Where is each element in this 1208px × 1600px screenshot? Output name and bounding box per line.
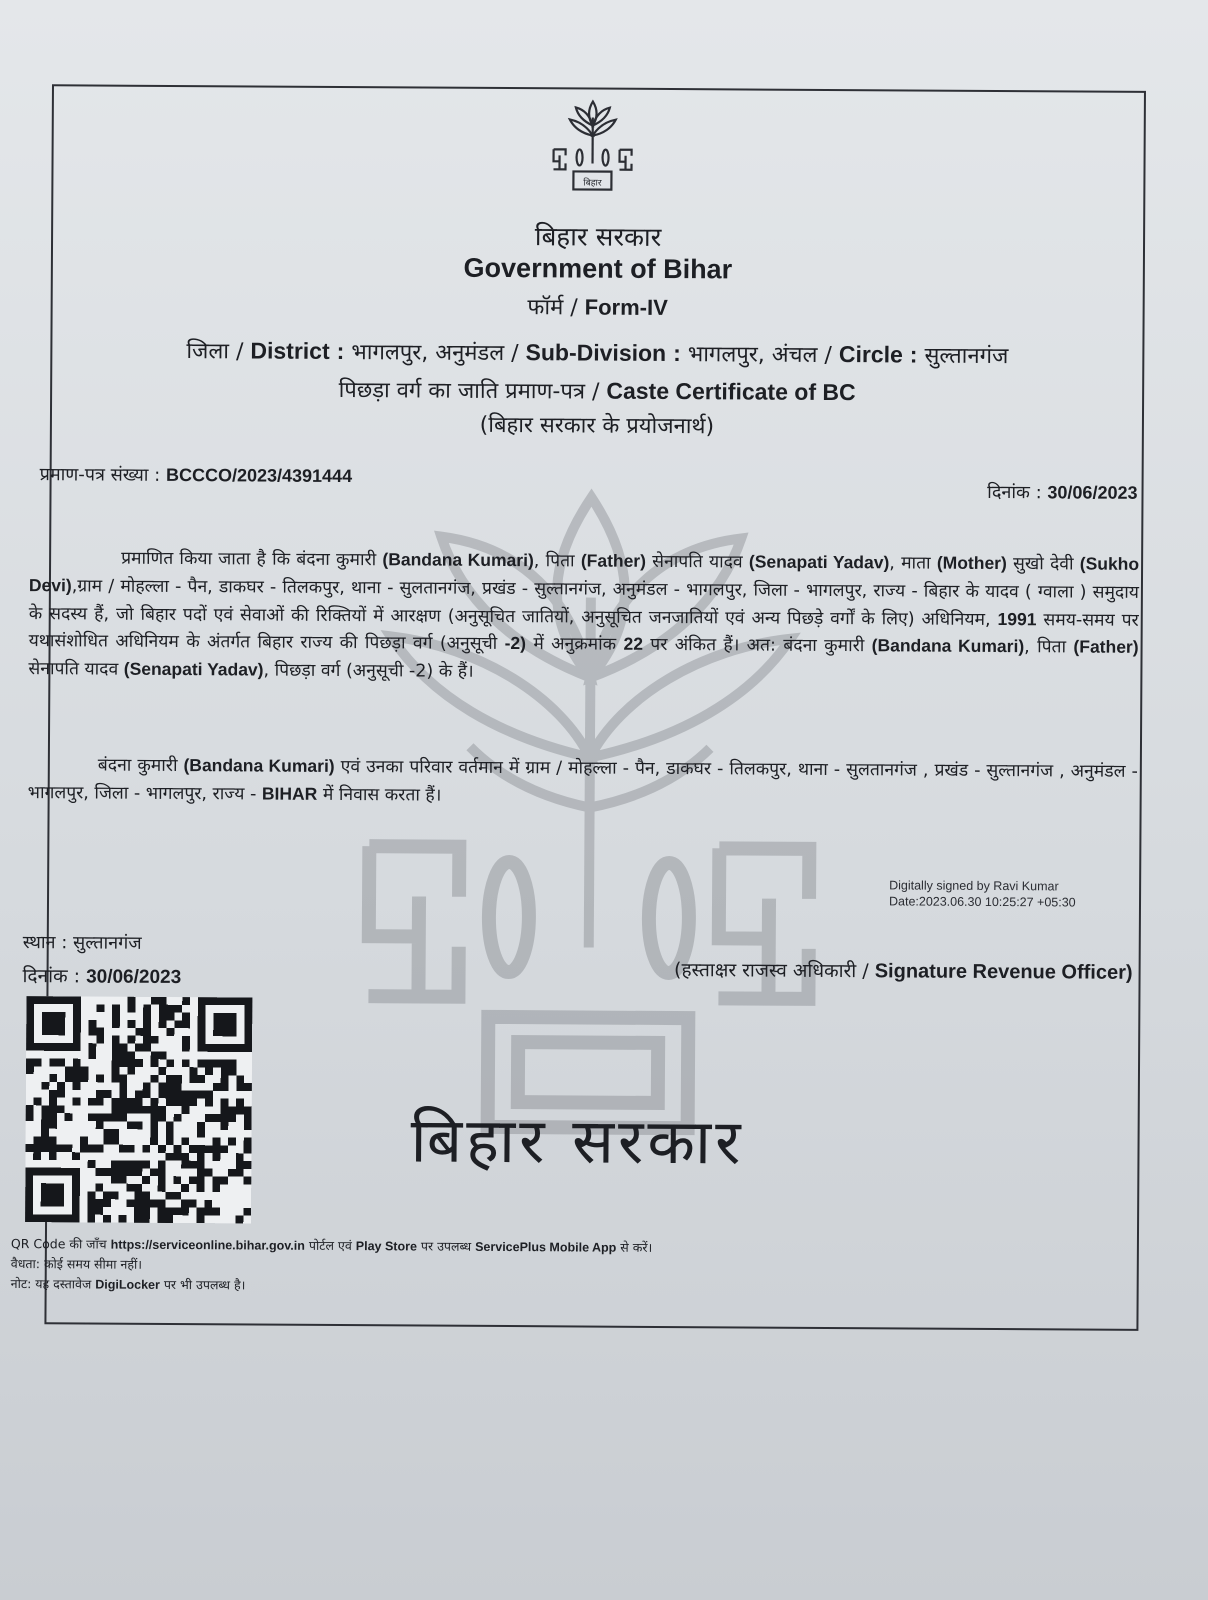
subdivision-label-en: Sub-Division xyxy=(525,339,667,366)
form-number: फॉर्म / Form-IV xyxy=(527,294,668,321)
certificate-sheet xyxy=(6,84,1154,1336)
subdivision-label-hi: अनुमंडल xyxy=(435,340,505,366)
signature-officer-en: Signature Revenue Officer) xyxy=(874,960,1133,984)
certificate-purpose: (बिहार सरकार के प्रयोजनार्थ) xyxy=(479,412,715,440)
form-label-en: Form-IV xyxy=(584,294,668,320)
digital-signature-date: Date:2023.06.30 10:25:27 +05:30 xyxy=(888,894,1076,910)
emblem-label: बिहार xyxy=(583,178,602,189)
footer-notes xyxy=(11,1234,653,1298)
footer-validity: वैधता: कोई समय सीमा नहीं। xyxy=(10,1256,143,1272)
certificate-type: पिछड़ा वर्ग का जाति प्रमाण-पत्र / Caste Certificate of BC xyxy=(338,377,856,406)
signature-date-value: 30/06/2023 xyxy=(86,966,182,989)
certificate-type-hi: पिछड़ा वर्ग का जाति प्रमाण-पत्र xyxy=(338,377,586,405)
certificate-number-value: BCCCO/2023/4391444 xyxy=(165,464,353,487)
district-value: भागलपुर, xyxy=(351,340,429,366)
certificate-paragraph-1: प्रमाणित किया जाता है कि बंदना कुमारी (Bandana Kumari), पिता (Father) सेनापति यादव (Senapati Yadav), माता (Mother) सुखो देवी (Sukho Devi),ग्राम / मोहल्ला - पैन, डाकघर - तिलकपुर, थाना - सुलतानगंज, प्रखंड - सुल्तानगंज, अनुमंडल - भागलपुर, जिला - भागलपुर, राज्य - बिहार के यादव ( ग्वाला ) समुदाय के सदस्य हैं, जो बिहार पदों एवं सेवाओं की रिक्तियों में आरक्षण (अनुसूचित जातियों, अनुसूचित जनजातियों एवं अन्य पिछड़े वर्गों के लिए) अधिनियम, 1991 समय-समय पर यथासंशोधित अधिनियम के अंतर्गत बिहार राज्य की पिछड़ा वर्ग (अनुसूची -2) में अनुक्रमांक 22 पर अंकित हैं। अत: बंदना कुमारी (Bandana Kumari), पिता (Father) सेनापति यादव (Senapati Yadav), पिछड़ा वर्ग (अनुसूची -2) के हैं। xyxy=(28,548,1140,683)
certificate-type-en: Caste Certificate of BC xyxy=(606,377,856,406)
digital-signature xyxy=(889,877,1076,910)
signature-date-label: दिनांक : xyxy=(22,965,81,988)
bihar-govt-emblem-icon xyxy=(547,97,638,194)
issue-date-label: दिनांक : xyxy=(987,481,1042,504)
issue-date xyxy=(987,480,1137,505)
signature-officer-hi: (हस्ताक्षर राजस्व अधिकारी / xyxy=(674,959,875,983)
certificate-number-label: प्रमाण-पत्र संख्या : xyxy=(39,464,161,486)
title-english: Government of Bihar xyxy=(463,252,733,285)
district-label-hi: जिला xyxy=(186,339,230,365)
form-label-hi: फॉर्म xyxy=(527,295,564,321)
footer-digilocker: नोट: यह दस्तावेज DigiLocker पर भी उपलब्ध है। xyxy=(10,1276,246,1293)
place-label: स्थान : xyxy=(22,932,68,954)
place-value: सुल्तानगंज xyxy=(73,932,142,954)
location-line: जिला / District : भागलपुर, अनुमंडल / Sub-Division : भागलपुर, अंचल / Circle : सुल्तानगंज xyxy=(186,337,1009,370)
place xyxy=(23,930,142,955)
footer-qr-note: QR Code की जाँच https://serviceonline.bihar.gov.in पोर्टल एवं Play Store पर उपलब्ध ServicePlus Mobile App से करें। xyxy=(10,1236,653,1255)
issue-date-value: 30/06/2023 xyxy=(1047,482,1138,503)
certificate-paragraph-2: बंदना कुमारी (Bandana Kumari) एवं उनका परिवार वर्तमान में ग्राम / मोहल्ला - पैन, डाकघर - तिलकपुर, थाना - सुलतानगंज , प्रखंड - सुल्तानगंज , अनुमंडल - भागलपुर, जिला - भागलपुर, राज्य - BIHAR में निवास करता हैं। xyxy=(27,755,1138,806)
circle-label-en: Circle xyxy=(838,341,903,368)
signature-date xyxy=(22,962,181,989)
digital-signature-name: Digitally signed by Ravi Kumar xyxy=(889,878,1059,894)
title-hindi: बिहार सरकार xyxy=(534,222,662,253)
district-label-en: District xyxy=(250,337,330,364)
signature-officer xyxy=(674,956,1133,985)
circle-value: सुल्तानगंज xyxy=(924,343,1009,370)
certificate-number xyxy=(40,462,353,488)
qr-code-icon[interactable] xyxy=(25,996,252,1223)
watermark-text: बिहार सरकार xyxy=(410,1103,745,1179)
subdivision-value: भागलपुर, xyxy=(687,342,765,368)
circle-label-hi: अंचल xyxy=(771,342,818,368)
